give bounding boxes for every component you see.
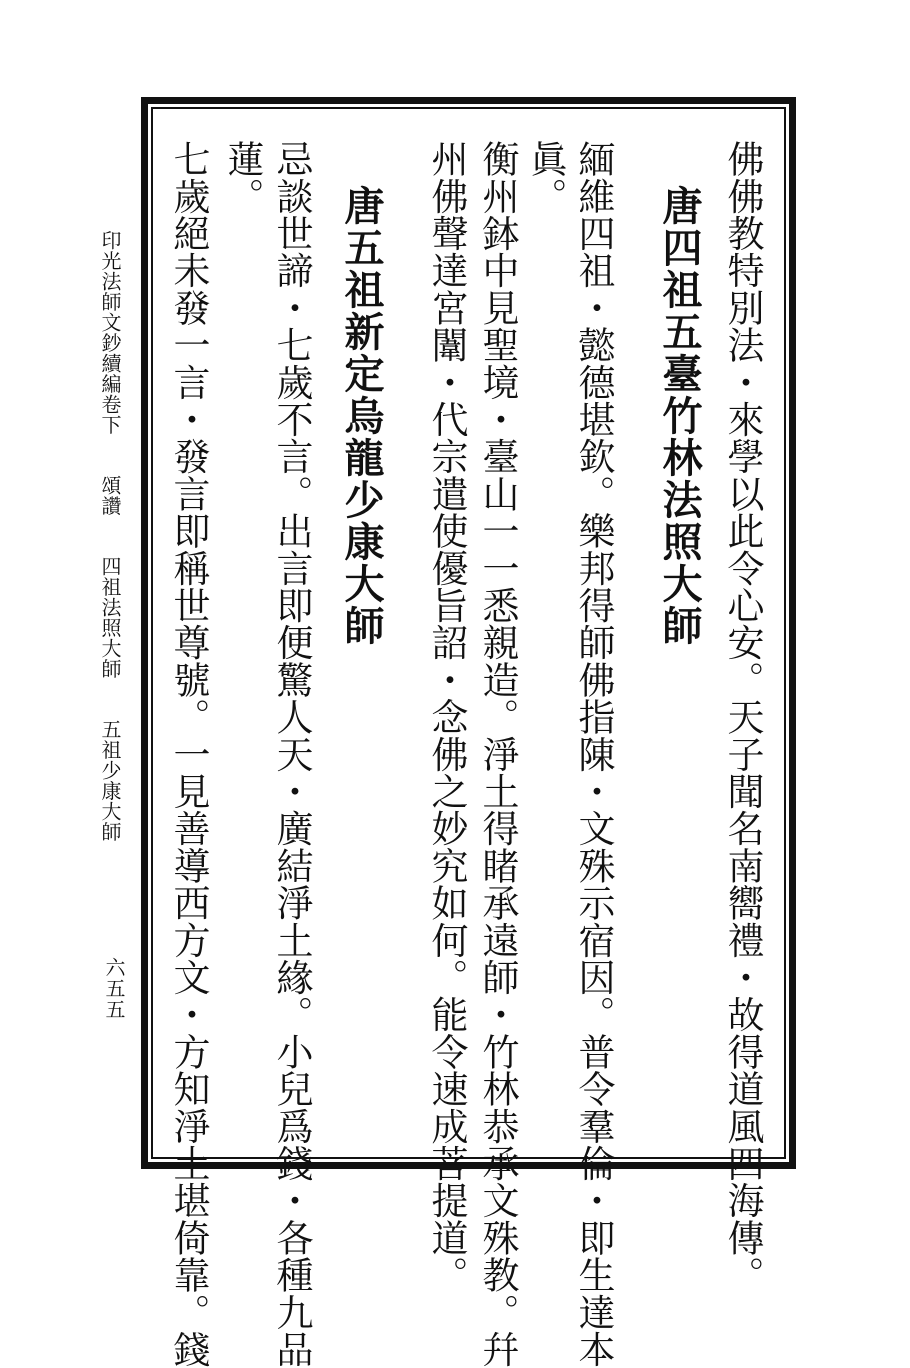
text-column-10: 七歲絕未發一言・發言即稱世尊號。一見善導西方文・方知淨土堪倚靠。錢 [167, 140, 210, 1368]
running-header [100, 230, 120, 842]
section-title-fourth-patriarch: 唐四祖五臺竹林法照大師 [656, 185, 703, 647]
text-column-6: 州佛聲達宮闈・代宗遣使優旨詔・念佛之妙究如何。能令速成菩提道。 [425, 140, 468, 1294]
text-column-5: 衡州鉢中見聖境・臺山一一悉親造。淨土得睹承遠師・竹林恭承文殊教。幷 [476, 140, 519, 1368]
running-header-book: 印光法師文鈔續編卷下 [98, 230, 122, 435]
text-column-8: 忌談世諦・七歲不言。出言即便驚人天・廣結淨土緣。小兒爲錢・各種九品 [270, 140, 313, 1368]
running-header-sub2: 五祖少康大師 [98, 719, 122, 842]
text-column-1: 佛佛教特別法・來學以此令心安。天子聞名南嚮禮・故得道風四海傳。 [721, 140, 764, 1294]
section-title-fifth-patriarch: 唐五祖新定烏龍少康大師 [338, 185, 385, 647]
text-column-4: 眞。 [524, 140, 567, 215]
page-number: 六五五 [102, 957, 126, 1020]
text-column-9: 蓮。 [221, 140, 264, 215]
text-column-3: 緬維四祖・懿德堪欽。樂邦得師佛指陳・文殊示宿因。普令羣倫・即生達本 [572, 140, 615, 1368]
running-header-section: 頌讚 [98, 475, 122, 516]
running-header-sub1: 四祖法照大師 [98, 556, 122, 679]
